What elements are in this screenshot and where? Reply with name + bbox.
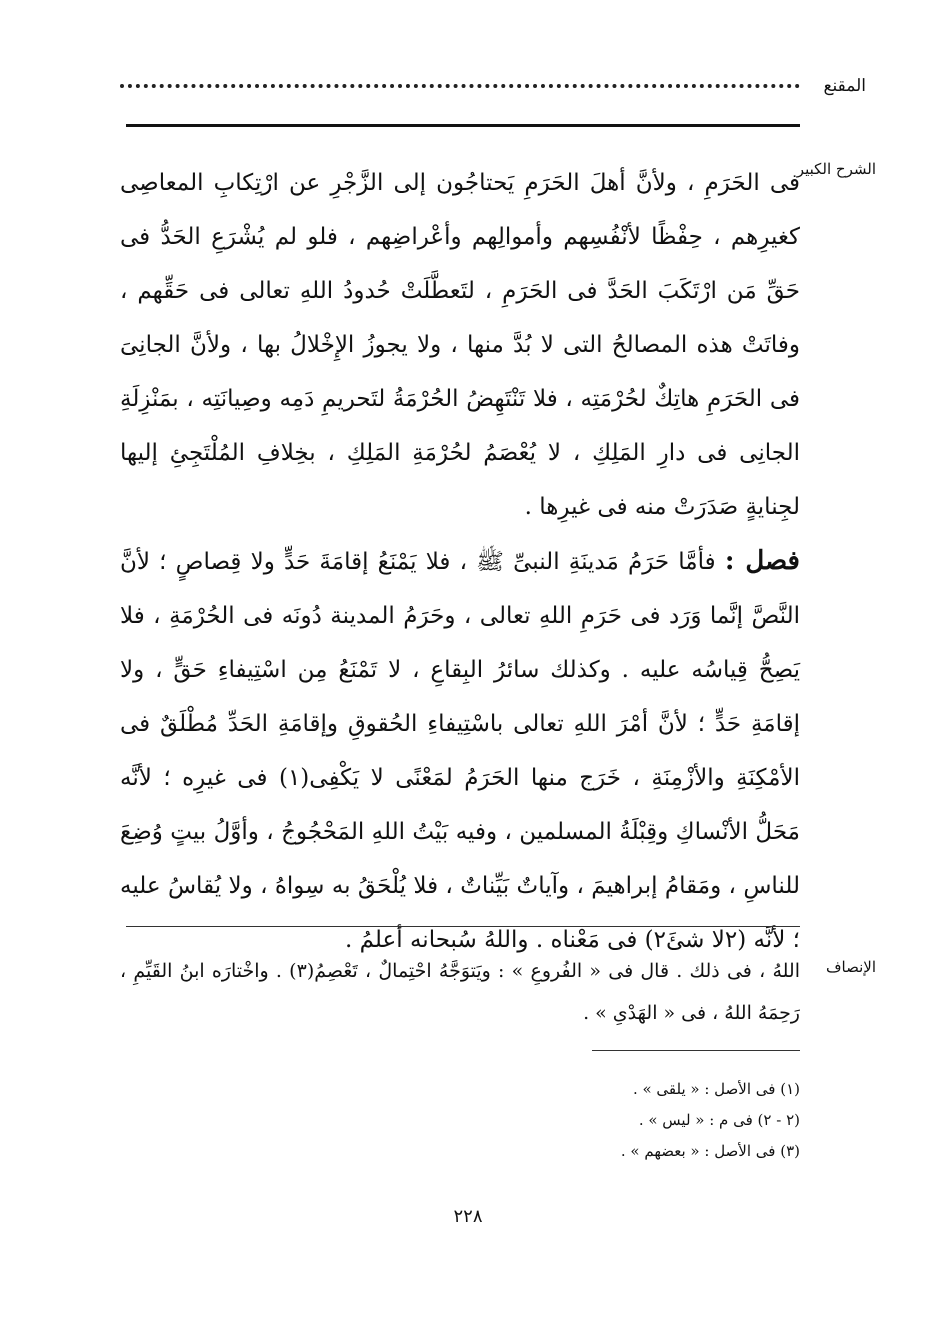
fasl-text: فأمَّا حَرَمُ مَدينَةِ النبىِّ ﷺ ، فلا يَمْنَعُ إقامَةَ حَدٍّ ولا قِصاصٍ ؛ لأنَّ النَّصَّ إنَّما وَرَد فى حَرَمِ اللهِ تعالى ، وحَرَمُ المدينة دُونَه فى الحُرْمَةِ ، فلا يَصِحُّ قِياسُه عليه . وكذلك سائرُ البِقاعِ ، لا تَمْنَعُ مِن اسْتِيفاءِ حَقٍّ ، ولا إقامَةِ حَدٍّ ؛ لأنَّ أمْرَ اللهِ تعالى باسْتِيفاءِ الحُقوقِ وإقامَةِ الحَدِّ مُطْلَقٌ فى الأمْكِنَةِ والأزْمِنَةِ ، خَرَج منها الحَرَمُ لمَعْنًى لا يَكْفِى(١) فى غيرِه ؛ لأنَّه مَحَلُّ الأنْساكِ وقِبْلَةُ المسلمين ، وفيه بَيْتُ اللهِ المَحْجُوجُ ، وأوَّلُ بيتٍ وُضِعَ للناسِ ، ومَقامُ إبراهيمَ ، وآياتٌ بَيِّناتٌ ، فلا يُلْحَقُ به سِواهُ ، ولا يُقاسُ عليه ؛ لأنَّه (٢لا شئَ٢) فى مَعْناه . واللهُ سُبحانه أعلمُ .: [120, 549, 800, 953]
running-head: المقنع: [823, 76, 866, 96]
footnote-item: (٣) فى الأصل : « بعضهم » .: [620, 1142, 800, 1160]
sharh-section-label: الشرح الكبير: [796, 160, 876, 178]
footnote-item: (٢ - ٢) فى م : « ليس » .: [638, 1111, 800, 1129]
header-dotted-leader: [120, 84, 800, 88]
section-divider: [126, 926, 800, 927]
fasl-paragraph: [120, 534, 800, 967]
header-rule: [126, 124, 800, 127]
main-text-block: [120, 156, 800, 967]
insaf-section-label: الإنصاف: [825, 958, 876, 976]
footnote-item: (١) فى الأصل : « يلقى » .: [632, 1080, 800, 1098]
fasl-heading: فصل :: [724, 546, 800, 576]
footnotes-list: [400, 1074, 800, 1167]
main-paragraph: فى الحَرَمِ ، ولأنَّ أهلَ الحَرَمِ يَحتاجُون إلى الزَّجْرِ عن ارْتِكابِ المعاصِى كغيرِهم ، حِفْظًا لأنْفُسِهم وأموالِهم وأعْراضِهم ، فلو لم يُشْرَعِ الحَدُّ فى حَقِّ مَن ارْتَكَبَ الحَدَّ فى الحَرَمِ ، لتَعطَّلَتْ حُدودُ اللهِ تعالى فى حَقِّهم ، وفاتَتْ هذه المصالحُ التى لا بُدَّ منها ، ولا يجوزُ الإِخْلالُ بها ، ولأنَّ الجانِىَ فى الحَرَمِ هاتِكٌ لحُرْمَتِه ، فلا تَنْتَهِضُ الحُرْمَةُ لتَحريمِ دَمِه وصِيانَتِه ، بمَنْزِلَةِ الجانِى فى دارِ المَلِكِ ، لا يُعْصَمُ لحُرْمَةِ المَلِكِ ، بخِلافِ المُلْتَجِئِ إليها لجِنايةٍ صَدَرَتْ منه فى غيرِها .: [120, 170, 800, 520]
insaf-text: اللهُ ، فى ذلك . قال فى « الفُروعِ » : ويَتوَجَّهُ احْتِمالٌ ، تَعْصِمُ(٣) . واخْتارَه ابنُ القَيِّمِ ، رَحِمَهُ اللهُ ، فى « الهَدْىِ » .: [120, 960, 800, 1024]
page-number: ٢٢٨: [453, 1206, 483, 1227]
footnote-rule: [592, 1050, 800, 1051]
